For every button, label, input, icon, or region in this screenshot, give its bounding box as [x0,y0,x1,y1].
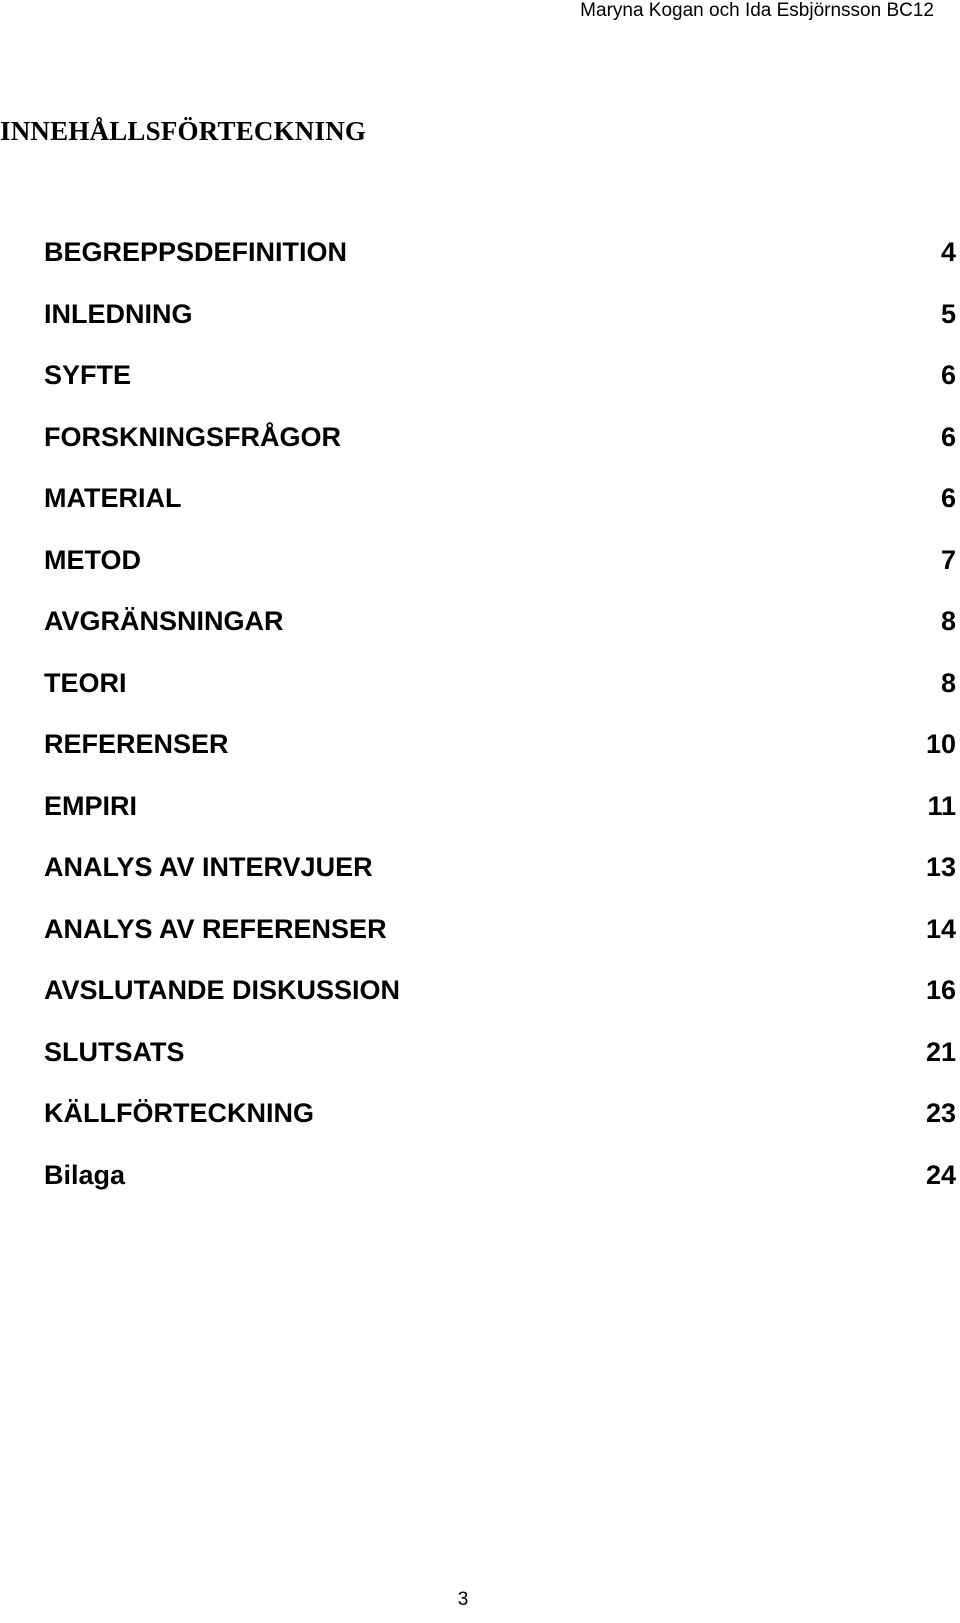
toc-entry-page: 4 [940,237,956,267]
toc-entry-label: INLEDNING [44,298,193,329]
toc-title: INNEHÅLLSFÖRTECKNING [0,116,367,146]
toc-entry-label: FORSKNINGSFRÅGOR [44,421,341,452]
toc-entry-teori[interactable] [44,667,960,729]
toc-entry-page: 11 [927,790,956,821]
toc-entry-metod[interactable] [44,544,960,606]
toc-entry-page: 23 [925,1098,956,1128]
page-number: 3 [457,1589,469,1610]
page-header: Maryna Kogan och Ida Esbjörnsson BC12 [580,0,934,21]
toc-entry-analys-av-referenser[interactable] [44,913,960,975]
toc-entry-page: 6 [940,421,956,452]
toc-entry-page: 6 [940,360,956,390]
toc-entry-referenser[interactable] [44,728,960,790]
toc-entry-kallforteckning[interactable] [44,1097,960,1159]
toc-entry-label: KÄLLFÖRTECKNING [44,1098,314,1128]
toc-entry-begreppsdefinition[interactable] [44,236,960,298]
toc-entry-label: SLUTSATS [44,1036,185,1067]
toc-entry-page: 8 [940,606,956,636]
toc-entry-page: 10 [925,729,956,759]
toc-entry-page: 8 [940,667,956,698]
toc-list [44,236,960,1220]
toc-entry-page: 16 [925,975,956,1005]
toc-entry-page: 24 [925,1159,956,1190]
toc-entry-label: METOD [44,544,142,575]
toc-entry-label: ANALYS AV INTERVJUER [44,852,373,882]
toc-entry-inledning[interactable] [44,298,960,360]
toc-entry-label: MATERIAL [44,483,182,513]
toc-entry-page: 14 [925,913,956,944]
toc-entry-label: SYFTE [44,360,132,390]
toc-entry-material[interactable] [44,482,960,544]
toc-entry-analys-av-intervjuer[interactable] [44,851,960,913]
toc-entry-label: REFERENSER [44,729,229,759]
toc-entry-bilaga[interactable] [44,1159,960,1221]
toc-entry-slutsats[interactable] [44,1036,960,1098]
toc-entry-page: 7 [940,544,956,575]
toc-entry-page: 13 [925,852,956,882]
toc-entry-label: ANALYS AV REFERENSER [44,913,387,944]
toc-entry-forskningsfragor[interactable] [44,421,960,483]
toc-entry-label: AVSLUTANDE DISKUSSION [44,975,401,1005]
toc-entry-page: 5 [940,298,956,329]
toc-entry-label: TEORI [44,667,127,698]
toc-entry-label: BEGREPPSDEFINITION [44,237,348,267]
toc-entry-avgransningar[interactable] [44,605,960,667]
toc-entry-syfte[interactable] [44,359,960,421]
toc-entry-page: 21 [925,1036,956,1067]
toc-entry-label: AVGRÄNSNINGAR [44,606,284,636]
toc-entry-avslutande-diskussion[interactable] [44,974,960,1036]
toc-entry-empiri[interactable] [44,790,960,852]
toc-entry-label: Bilaga [44,1159,126,1190]
toc-entry-label: EMPIRI [44,790,138,821]
toc-entry-page: 6 [940,483,956,513]
